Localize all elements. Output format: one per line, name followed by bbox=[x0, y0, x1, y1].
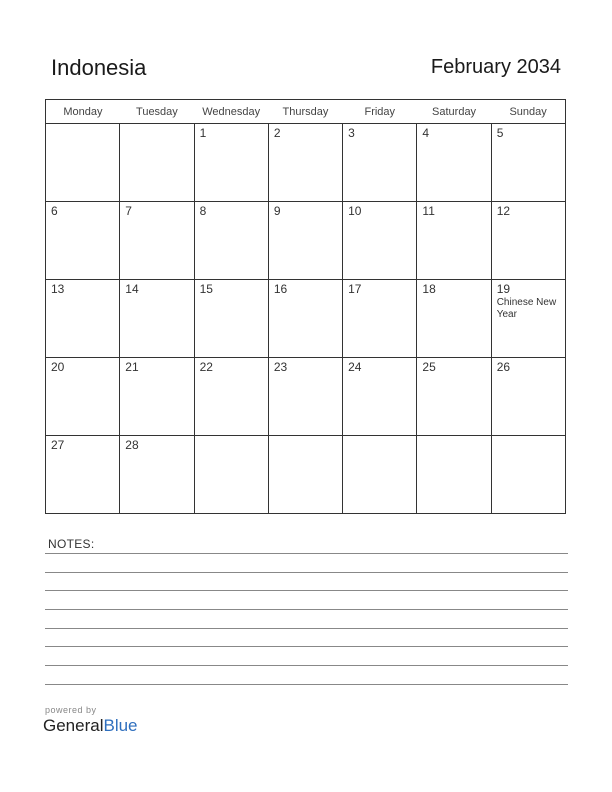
day-number: 18 bbox=[422, 282, 436, 296]
day-cell bbox=[343, 124, 417, 202]
day-number: 25 bbox=[422, 360, 436, 374]
day-number: 13 bbox=[51, 282, 65, 296]
day-cell bbox=[491, 358, 565, 436]
month-title: February 2034 bbox=[430, 56, 561, 78]
day-cell bbox=[268, 202, 342, 280]
day-cell bbox=[268, 280, 342, 358]
note-line bbox=[45, 665, 568, 666]
day-cell bbox=[491, 280, 565, 358]
day-number: 9 bbox=[273, 204, 281, 218]
day-number: 22 bbox=[199, 360, 213, 374]
day-number bbox=[269, 436, 342, 439]
weekday-header: Sunday bbox=[491, 100, 565, 124]
day-number: 5 bbox=[496, 126, 504, 140]
day-cell bbox=[46, 124, 120, 202]
day-cell bbox=[194, 358, 268, 436]
day-number: 28 bbox=[125, 438, 139, 452]
week-row bbox=[46, 124, 566, 202]
note-line bbox=[45, 684, 568, 685]
week-row bbox=[46, 358, 566, 436]
day-cell bbox=[194, 202, 268, 280]
day-number: 27 bbox=[51, 438, 65, 452]
day-cell bbox=[194, 280, 268, 358]
weekday-header-row bbox=[46, 100, 566, 124]
weekday-header: Thursday bbox=[268, 100, 342, 124]
day-cell bbox=[268, 358, 342, 436]
day-number bbox=[195, 436, 268, 439]
day-number bbox=[120, 124, 193, 127]
day-cell bbox=[120, 358, 194, 436]
day-cell bbox=[417, 280, 491, 358]
note-line bbox=[45, 590, 568, 591]
day-cell bbox=[491, 436, 565, 514]
day-number: 12 bbox=[496, 204, 511, 218]
day-number: 7 bbox=[125, 204, 132, 218]
day-cell bbox=[46, 436, 120, 514]
weekday-header: Wednesday bbox=[194, 100, 268, 124]
brand-general: General bbox=[43, 716, 104, 735]
country-title: Indonesia bbox=[51, 55, 147, 80]
day-cell bbox=[120, 280, 194, 358]
day-number: 20 bbox=[51, 360, 65, 374]
day-cell bbox=[491, 124, 565, 202]
day-number: 6 bbox=[51, 204, 58, 218]
holiday-label: Chinese New Year bbox=[496, 297, 557, 320]
weekday-header: Monday bbox=[46, 100, 120, 124]
day-cell bbox=[120, 436, 194, 514]
day-number: 3 bbox=[348, 126, 355, 140]
week-row bbox=[46, 280, 566, 358]
day-number: 19 bbox=[496, 282, 511, 296]
day-cell bbox=[46, 358, 120, 436]
day-cell bbox=[120, 124, 194, 202]
day-cell bbox=[46, 280, 120, 358]
note-line bbox=[45, 553, 568, 554]
day-cell bbox=[417, 436, 491, 514]
note-line bbox=[45, 609, 568, 610]
day-cell bbox=[343, 202, 417, 280]
day-number: 16 bbox=[273, 282, 288, 296]
note-line bbox=[45, 646, 568, 647]
day-cell bbox=[120, 202, 194, 280]
weekday-header: Tuesday bbox=[120, 100, 194, 124]
day-number: 2 bbox=[273, 126, 281, 140]
day-number: 23 bbox=[273, 360, 288, 374]
generalblue-logo bbox=[43, 716, 138, 736]
day-number: 26 bbox=[496, 360, 511, 374]
day-cell bbox=[46, 202, 120, 280]
day-cell bbox=[491, 202, 565, 280]
day-number: 11 bbox=[422, 204, 435, 218]
powered-by-text: powered by bbox=[45, 705, 97, 715]
day-number: 10 bbox=[348, 204, 362, 218]
note-line bbox=[45, 628, 568, 629]
brand-blue: Blue bbox=[103, 716, 138, 735]
day-cell bbox=[343, 280, 417, 358]
day-cell bbox=[417, 202, 491, 280]
day-cell bbox=[194, 124, 268, 202]
weekday-header: Friday bbox=[343, 100, 417, 124]
day-number bbox=[46, 124, 119, 127]
day-number: 24 bbox=[348, 360, 362, 374]
day-cell bbox=[343, 358, 417, 436]
week-row bbox=[46, 202, 566, 280]
weekday-header: Saturday bbox=[417, 100, 491, 124]
calendar-grid bbox=[45, 99, 566, 514]
day-number: 15 bbox=[199, 282, 213, 296]
day-number bbox=[343, 436, 416, 439]
day-number: 8 bbox=[199, 204, 207, 218]
day-number: 4 bbox=[422, 126, 430, 140]
day-number bbox=[417, 436, 490, 439]
day-number bbox=[492, 436, 565, 439]
day-cell bbox=[343, 436, 417, 514]
day-cell bbox=[194, 436, 268, 514]
day-number: 14 bbox=[125, 282, 139, 296]
day-number: 1 bbox=[199, 126, 207, 140]
day-number: 21 bbox=[125, 360, 139, 374]
day-cell bbox=[268, 436, 342, 514]
day-cell bbox=[417, 358, 491, 436]
note-line bbox=[45, 572, 568, 573]
week-row bbox=[46, 436, 566, 514]
day-cell bbox=[268, 124, 342, 202]
day-number: 17 bbox=[348, 282, 362, 296]
day-cell bbox=[417, 124, 491, 202]
notes-label: NOTES: bbox=[48, 537, 95, 551]
